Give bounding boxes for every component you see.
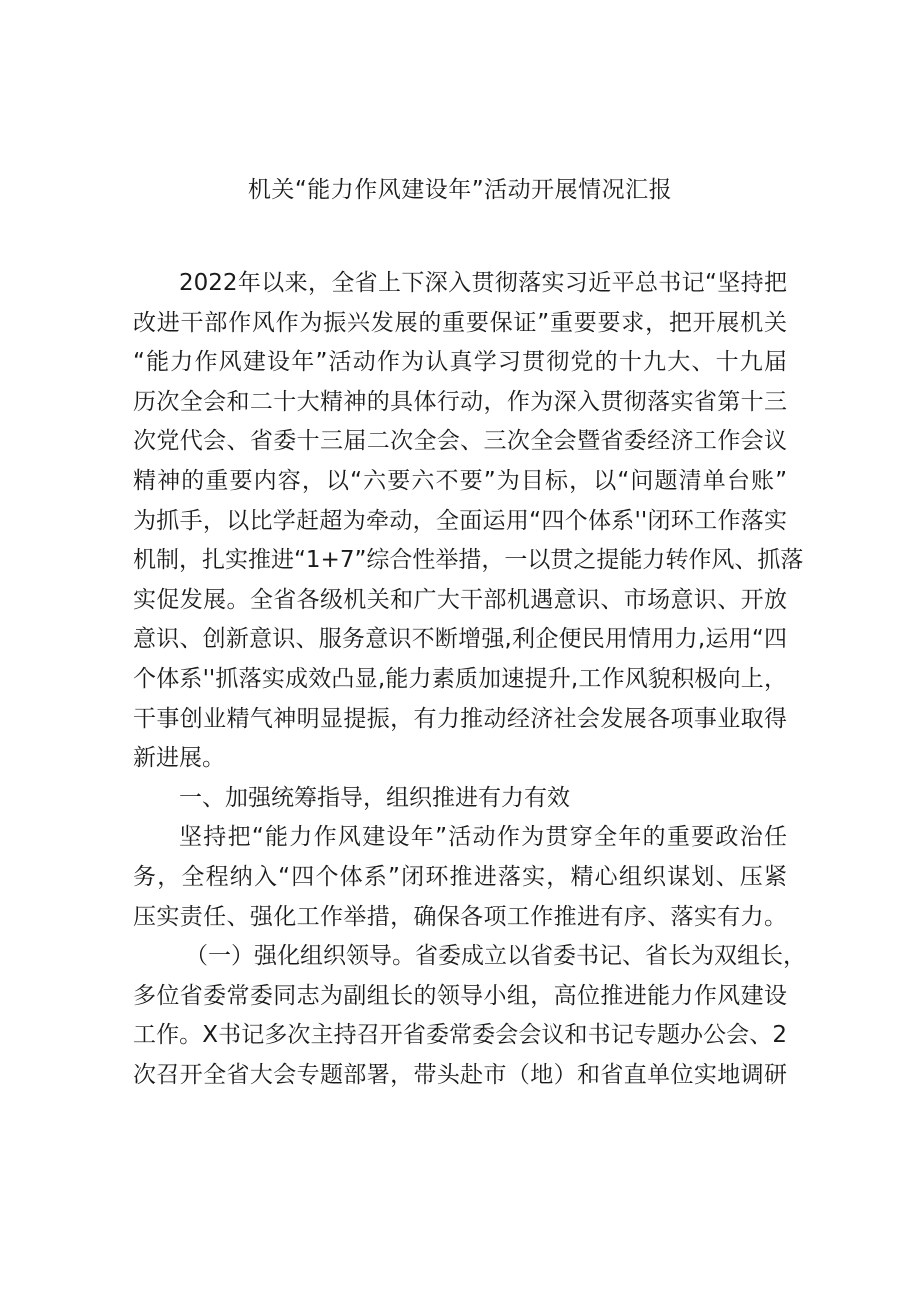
paragraph-1-line-4: 历次全会和二十大精神的具体行动，作为深入贯彻落实省第十三 [133,388,787,415]
paragraph-1-line-1: 2022年以来，全省上下深入贯彻落实习近平总书记“坚持把 [179,270,787,296]
paragraph-1-line-10: 意识、创新意识、服务意识不断增强,利企便民用情用力,运用“四 [133,626,787,653]
document-title: 机关“能力作风建设年”活动开展情况汇报 [247,177,673,203]
paragraph-1-line-6: 精神的重要内容，以“六要六不要”为目标，以“问题清单台账” [133,467,787,494]
paragraph-1-line-13: 新进展。 [133,745,225,772]
paragraph-1-line-11: 个体系''抓落实成效凸显,能力素质加速提升,工作风貌积极向上， [133,665,787,692]
paragraph-1-line-12: 干事创业精气神明显提振，有力推动经济社会发展各项事业取得 [133,705,787,732]
paragraph-1-line-7: 为抓手，以比学赶超为牵动，全面运用“四个体系''闭环工作落实 [133,507,787,534]
paragraph-3-line-2: 多位省委常委同志为副组长的领导小组，高位推进能力作风建设 [133,982,787,1009]
paragraph-2-line-2: 务，全程纳入“四个体系”闭环推进落实，精心组织谋划、压紧 [133,863,787,890]
paragraph-1-line-8: 机制，扎实推进“1+7”综合性举措，一以贯之提能力转作风、抓落 [133,547,804,574]
paragraph-3-line-3: 工作。X书记多次主持召开省委常委会会议和书记专题办公会、2 [133,1022,787,1049]
paragraph-1-line-2: 改进干部作风作为振兴发展的重要保证”重要要求，把开展机关 [133,309,787,336]
paragraph-3-line-1: （一）强化组织领导。省委成立以省委书记、省长为双组长， [185,943,806,970]
paragraph-1-line-9: 实促发展。全省各级机关和广大干部机遇意识、市场意识、开放 [133,586,787,613]
paragraph-1-line-5: 次党代会、省委十三届二次全会、三次全会暨省委经济工作会议 [133,428,787,455]
document-body [133,264,806,1095]
paragraph-1-line-3: “能力作风建设年”活动作为认真学习贯彻党的十九大、十九届 [133,349,787,376]
paragraph-3-line-4: 次召开全省大会专题部署，带头赴市（地）和省直单位实地调研 [133,1061,787,1088]
paragraph-2-line-3: 压实责任、强化工作举措，确保各项工作推进有序、落实有力。 [133,903,787,930]
paragraph-2-line-1: 坚持把“能力作风建设年”活动作为贯穿全年的重要政治任 [179,824,787,851]
section-heading-1: 一、加强统筹指导，组织推进有力有效 [179,784,570,811]
